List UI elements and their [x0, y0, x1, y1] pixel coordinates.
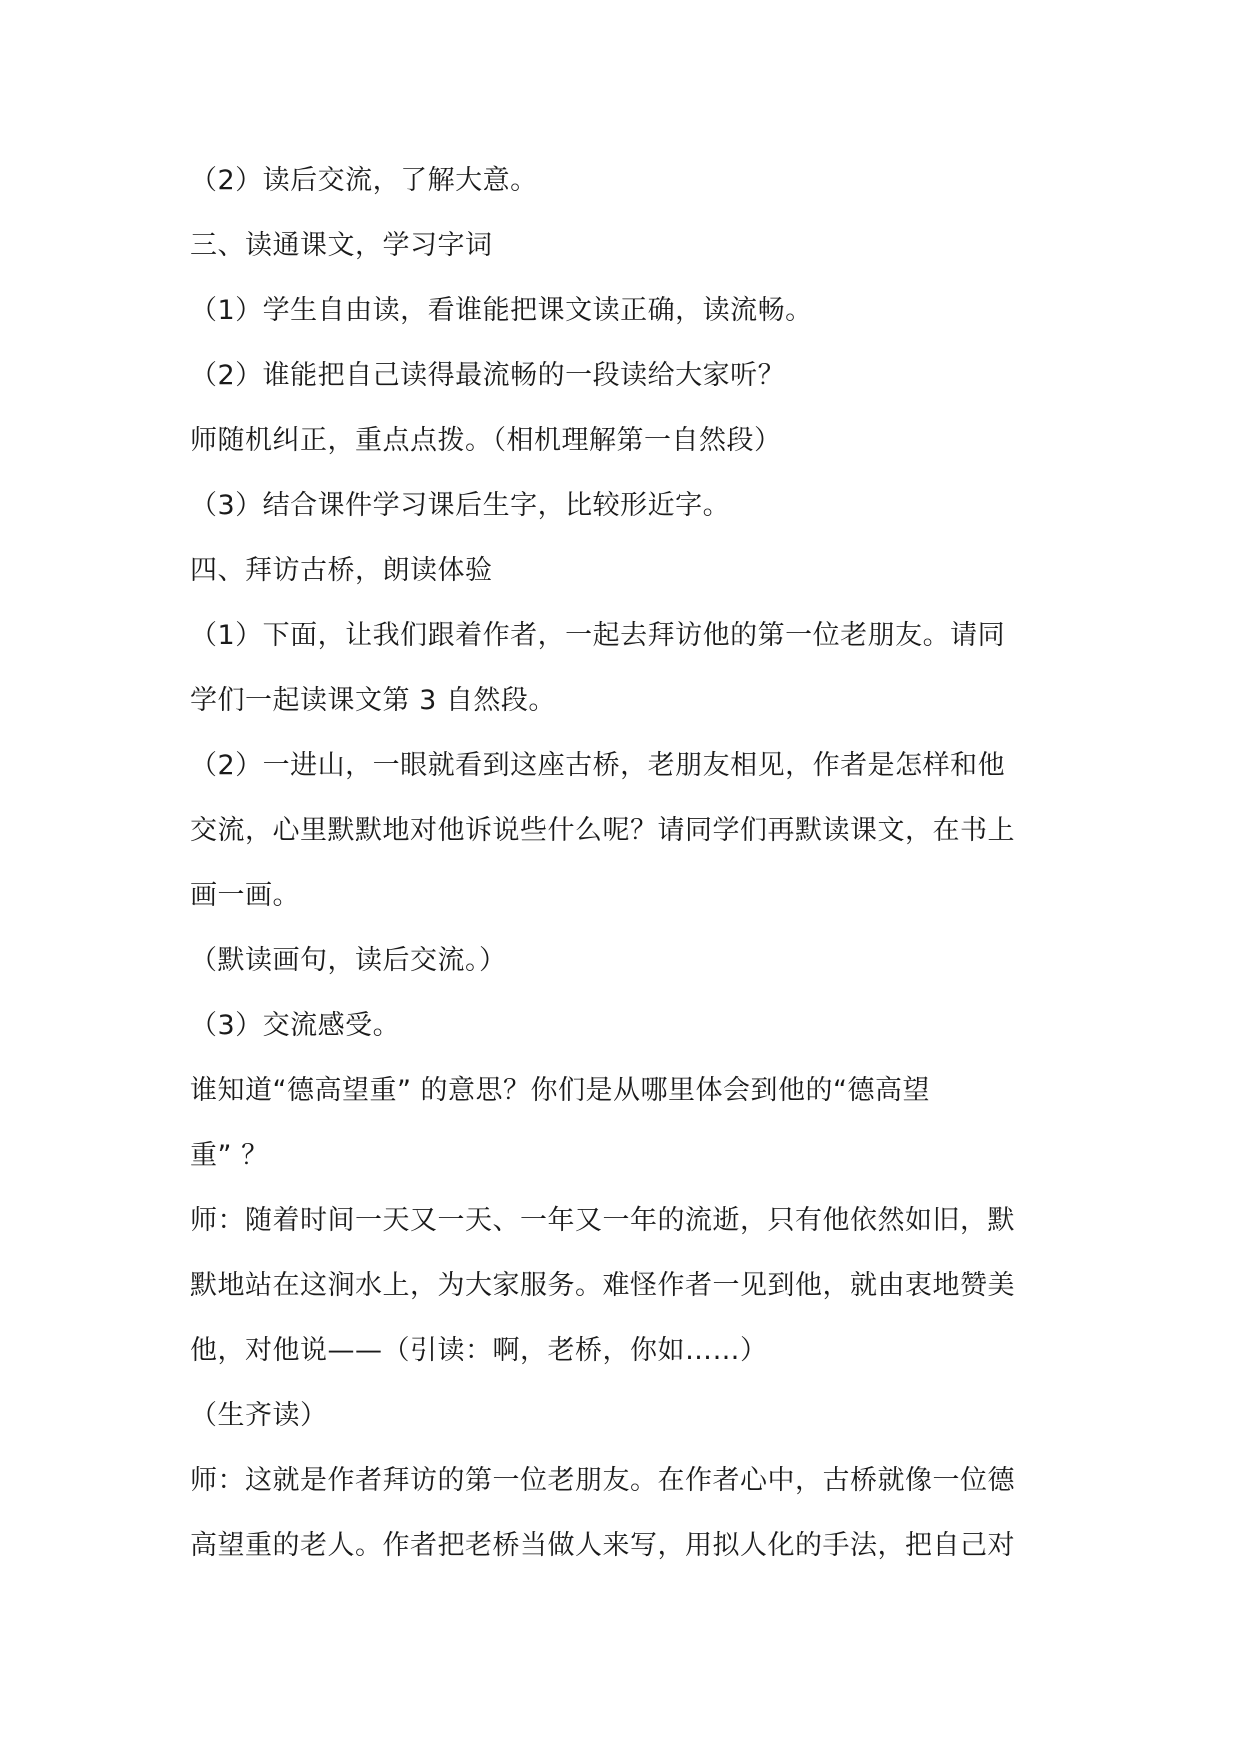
text-line: 他，对他说——（引读：啊，老桥，你如……） — [190, 1335, 768, 1366]
text-line: （1）学生自由读，看谁能把课文读正确，读流畅。 — [190, 295, 813, 326]
text-line: 高望重的老人。作者把老桥当做人来写，用拟人化的手法，把自己对 — [190, 1530, 1015, 1561]
text-line: 重” ？ — [190, 1140, 269, 1171]
text-line: （2）读后交流，了解大意。 — [190, 165, 538, 196]
document-body — [190, 148, 1060, 1578]
text-line: （3）交流感受。 — [190, 1010, 401, 1041]
text-line: 学们一起读课文第 3 自然段。 — [190, 685, 556, 716]
text-line: 师：这就是作者拜访的第一位老朋友。在作者心中，古桥就像一位德 — [190, 1465, 1015, 1496]
section-heading: 三、读通课文，学习字词 — [190, 230, 493, 261]
text-line: 师随机纠正，重点点拨。（相机理解第一自然段） — [190, 425, 782, 456]
text-line: （2）谁能把自己读得最流畅的一段读给大家听？ — [190, 360, 786, 391]
text-line: （2）一进山，一眼就看到这座古桥，老朋友相见，作者是怎样和他 — [190, 750, 1006, 781]
text-line: 默地站在这涧水上，为大家服务。难怪作者一见到他，就由衷地赞美 — [190, 1270, 1015, 1301]
text-line: （生齐读） — [190, 1400, 328, 1431]
text-line: 画一画。 — [190, 880, 300, 911]
text-line: （默读画句，读后交流。） — [190, 945, 507, 976]
text-line: （1）下面，让我们跟着作者，一起去拜访他的第一位老朋友。请同 — [190, 620, 1006, 651]
section-heading: 四、拜访古桥，朗读体验 — [190, 555, 493, 586]
text-line: 谁知道“德高望重” 的意思？你们是从哪里体会到他的“德高望 — [190, 1075, 931, 1106]
text-line: （3）结合课件学习课后生字，比较形近字。 — [190, 490, 731, 521]
text-line: 师：随着时间一天又一天、一年又一年的流逝，只有他依然如旧，默 — [190, 1205, 1015, 1236]
text-line: 交流，心里默默地对他诉说些什么呢？请同学们再默读课文，在书上 — [190, 815, 1015, 846]
